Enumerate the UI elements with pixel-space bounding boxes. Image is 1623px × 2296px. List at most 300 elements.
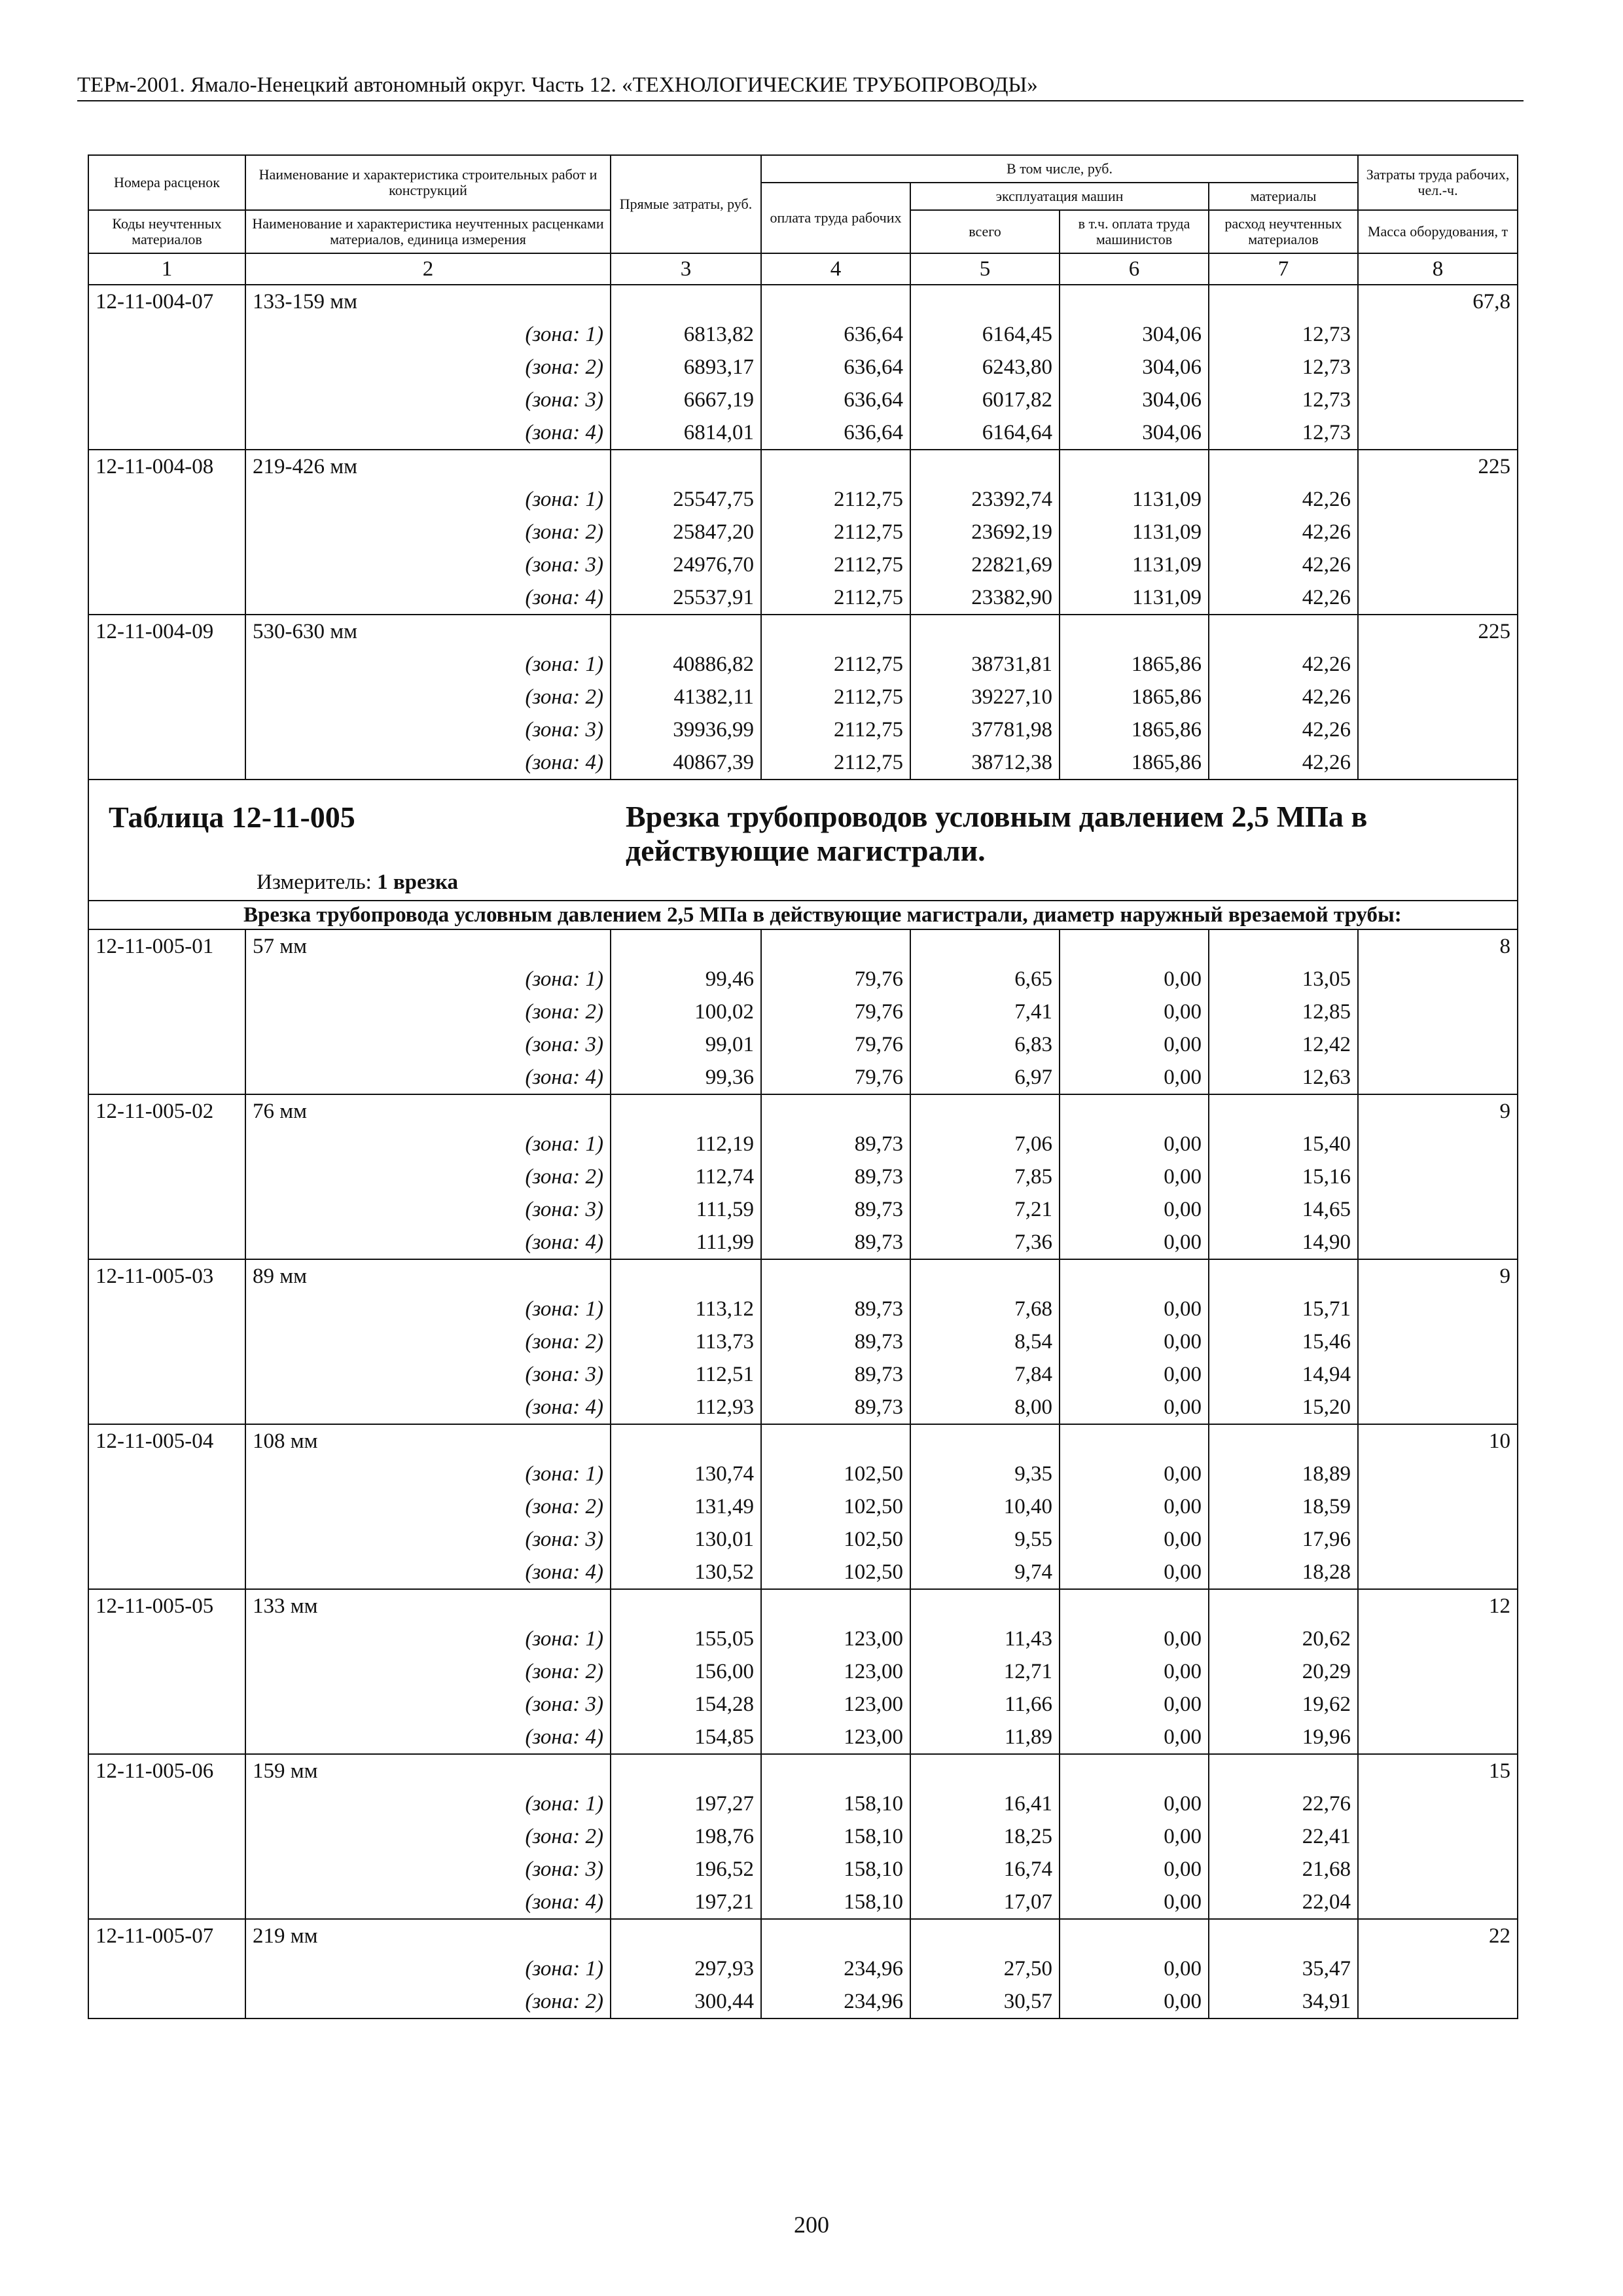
zone-row xyxy=(88,1985,1518,2018)
empty-cell xyxy=(1358,1128,1518,1160)
zone-label: (зона: 2) xyxy=(245,1490,611,1523)
materials-cost: 14,65 xyxy=(1209,1193,1358,1226)
section-meter xyxy=(102,870,1504,895)
empty-cell xyxy=(761,1094,910,1128)
empty-cell xyxy=(1209,1094,1358,1128)
worker-pay: 2112,75 xyxy=(761,581,910,615)
empty-cell xyxy=(1358,384,1518,416)
machines-total: 7,68 xyxy=(910,1293,1060,1325)
worker-pay: 79,76 xyxy=(761,996,910,1028)
machines-total: 22821,69 xyxy=(910,548,1060,581)
empty-cell xyxy=(611,1919,761,1952)
worker-pay: 123,00 xyxy=(761,1655,910,1688)
worker-pay: 158,10 xyxy=(761,1853,910,1886)
machines-total: 7,21 xyxy=(910,1193,1060,1226)
rate-code: 12-11-004-07 xyxy=(88,285,245,318)
materials-cost: 42,26 xyxy=(1209,713,1358,746)
direct-cost: 6814,01 xyxy=(611,416,761,450)
empty-cell xyxy=(88,1325,245,1358)
empty-cell xyxy=(1358,1787,1518,1820)
empty-cell xyxy=(88,416,245,450)
empty-cell xyxy=(88,1193,245,1226)
col-name2-header: Наименование и характеристика неучтенных расценками материалов, единица измерения xyxy=(245,210,611,253)
zone-label: (зона: 3) xyxy=(245,1193,611,1226)
machines-total: 30,57 xyxy=(910,1985,1060,2018)
labor-value: 9 xyxy=(1358,1259,1518,1293)
materials-cost: 42,26 xyxy=(1209,516,1358,548)
machines-total: 6164,64 xyxy=(910,416,1060,450)
worker-pay: 123,00 xyxy=(761,1721,910,1754)
empty-cell xyxy=(1060,929,1209,963)
materials-cost: 42,26 xyxy=(1209,681,1358,713)
section-header xyxy=(88,780,1518,901)
empty-cell xyxy=(1358,963,1518,996)
rate-code: 12-11-005-06 xyxy=(88,1754,245,1787)
materials-cost: 15,46 xyxy=(1209,1325,1358,1358)
empty-cell xyxy=(1358,483,1518,516)
worker-pay: 2112,75 xyxy=(761,713,910,746)
empty-cell xyxy=(1358,351,1518,384)
machines-total: 23392,74 xyxy=(910,483,1060,516)
machines-total: 6,83 xyxy=(910,1028,1060,1061)
materials-cost: 14,90 xyxy=(1209,1226,1358,1259)
machines-total: 27,50 xyxy=(910,1952,1060,1985)
zone-row xyxy=(88,1160,1518,1193)
empty-cell xyxy=(88,318,245,351)
zone-row xyxy=(88,1886,1518,1919)
machinist-pay: 0,00 xyxy=(1060,1556,1209,1589)
zone-label: (зона: 1) xyxy=(245,1787,611,1820)
empty-cell xyxy=(761,929,910,963)
machinist-pay: 0,00 xyxy=(1060,1787,1209,1820)
labor-value: 15 xyxy=(1358,1754,1518,1787)
zone-row xyxy=(88,1952,1518,1985)
worker-pay: 89,73 xyxy=(761,1391,910,1424)
empty-cell xyxy=(1358,1293,1518,1325)
empty-cell xyxy=(910,1094,1060,1128)
machines-total: 38731,81 xyxy=(910,648,1060,681)
empty-cell xyxy=(611,929,761,963)
col-labor-header: Затраты труда рабочих, чел.-ч. xyxy=(1358,155,1518,210)
zone-label: (зона: 3) xyxy=(245,384,611,416)
empty-cell xyxy=(1060,450,1209,483)
worker-pay: 2112,75 xyxy=(761,483,910,516)
direct-cost: 130,74 xyxy=(611,1458,761,1490)
empty-cell xyxy=(88,1358,245,1391)
page-number: 200 xyxy=(794,2212,829,2238)
zone-label: (зона: 2) xyxy=(245,516,611,548)
empty-cell xyxy=(88,1160,245,1193)
machinist-pay: 0,00 xyxy=(1060,1523,1209,1556)
machinist-pay: 0,00 xyxy=(1060,1391,1209,1424)
empty-cell xyxy=(88,1623,245,1655)
empty-cell xyxy=(910,929,1060,963)
rate-name: 133-159 мм xyxy=(245,285,611,318)
rate-row xyxy=(88,1589,1518,1623)
empty-cell xyxy=(611,1424,761,1458)
empty-cell xyxy=(88,581,245,615)
materials-cost: 22,76 xyxy=(1209,1787,1358,1820)
machines-total: 6,97 xyxy=(910,1061,1060,1094)
zone-label: (зона: 1) xyxy=(245,1293,611,1325)
empty-cell xyxy=(1209,1424,1358,1458)
empty-cell xyxy=(1358,581,1518,615)
materials-cost: 18,28 xyxy=(1209,1556,1358,1589)
zone-row xyxy=(88,1293,1518,1325)
machinist-pay: 0,00 xyxy=(1060,1226,1209,1259)
rate-name: 159 мм xyxy=(245,1754,611,1787)
machinist-pay: 0,00 xyxy=(1060,1293,1209,1325)
zone-label: (зона: 1) xyxy=(245,483,611,516)
machines-total: 7,41 xyxy=(910,996,1060,1028)
zone-label: (зона: 2) xyxy=(245,1985,611,2018)
meter-value: 1 врезка xyxy=(377,870,458,894)
empty-cell xyxy=(910,1754,1060,1787)
machinist-pay: 1865,86 xyxy=(1060,648,1209,681)
col-machines-header: эксплуатация машин xyxy=(910,183,1209,210)
machinist-pay: 0,00 xyxy=(1060,1655,1209,1688)
labor-value: 12 xyxy=(1358,1589,1518,1623)
zone-label: (зона: 4) xyxy=(245,1721,611,1754)
machines-total: 12,71 xyxy=(910,1655,1060,1688)
empty-cell xyxy=(1358,1853,1518,1886)
zone-row xyxy=(88,483,1518,516)
col-unaccounted-header: расход неучтенных материалов xyxy=(1209,210,1358,253)
zone-row xyxy=(88,1028,1518,1061)
direct-cost: 100,02 xyxy=(611,996,761,1028)
rate-name: 219-426 мм xyxy=(245,450,611,483)
empty-cell xyxy=(88,1061,245,1094)
col-direct-header: Прямые затраты, руб. xyxy=(611,155,761,253)
rate-code: 12-11-005-03 xyxy=(88,1259,245,1293)
machinist-pay: 0,00 xyxy=(1060,1128,1209,1160)
empty-cell xyxy=(1060,615,1209,648)
empty-cell xyxy=(1358,1623,1518,1655)
rate-row xyxy=(88,615,1518,648)
zone-label: (зона: 1) xyxy=(245,1623,611,1655)
machinist-pay: 1865,86 xyxy=(1060,713,1209,746)
empty-cell xyxy=(910,450,1060,483)
empty-cell xyxy=(761,1589,910,1623)
empty-cell xyxy=(1358,1226,1518,1259)
empty-cell xyxy=(88,1787,245,1820)
rate-row xyxy=(88,1424,1518,1458)
zone-row xyxy=(88,384,1518,416)
empty-cell xyxy=(1358,1490,1518,1523)
worker-pay: 102,50 xyxy=(761,1556,910,1589)
empty-cell xyxy=(1358,1655,1518,1688)
zone-label: (зона: 4) xyxy=(245,746,611,780)
machinist-pay: 1865,86 xyxy=(1060,746,1209,780)
empty-cell xyxy=(1358,1688,1518,1721)
worker-pay: 102,50 xyxy=(761,1490,910,1523)
direct-cost: 300,44 xyxy=(611,1985,761,2018)
direct-cost: 39936,99 xyxy=(611,713,761,746)
machinist-pay: 0,00 xyxy=(1060,1061,1209,1094)
col-total-header: всего xyxy=(910,210,1060,253)
empty-cell xyxy=(761,450,910,483)
rate-code: 12-11-005-05 xyxy=(88,1589,245,1623)
empty-cell xyxy=(1358,1952,1518,1985)
col-materials-header: материалы xyxy=(1209,183,1358,210)
worker-pay: 158,10 xyxy=(761,1820,910,1853)
worker-pay: 158,10 xyxy=(761,1787,910,1820)
materials-cost: 18,59 xyxy=(1209,1490,1358,1523)
zone-label: (зона: 4) xyxy=(245,1556,611,1589)
direct-cost: 99,36 xyxy=(611,1061,761,1094)
materials-cost: 22,41 xyxy=(1209,1820,1358,1853)
rate-row xyxy=(88,929,1518,963)
zone-label: (зона: 4) xyxy=(245,1391,611,1424)
empty-cell xyxy=(88,548,245,581)
zone-label: (зона: 2) xyxy=(245,681,611,713)
zone-row xyxy=(88,996,1518,1028)
machinist-pay: 0,00 xyxy=(1060,1853,1209,1886)
empty-cell xyxy=(761,285,910,318)
materials-cost: 12,73 xyxy=(1209,318,1358,351)
empty-cell xyxy=(88,1523,245,1556)
empty-cell xyxy=(1209,929,1358,963)
rate-row xyxy=(88,285,1518,318)
machines-total: 17,07 xyxy=(910,1886,1060,1919)
empty-cell xyxy=(611,1754,761,1787)
rate-name: 108 мм xyxy=(245,1424,611,1458)
zone-row xyxy=(88,516,1518,548)
machines-total: 16,41 xyxy=(910,1787,1060,1820)
machines-total: 11,89 xyxy=(910,1721,1060,1754)
direct-cost: 196,52 xyxy=(611,1853,761,1886)
direct-cost: 131,49 xyxy=(611,1490,761,1523)
empty-cell xyxy=(88,1853,245,1886)
empty-cell xyxy=(1209,1754,1358,1787)
direct-cost: 24976,70 xyxy=(611,548,761,581)
zone-label: (зона: 3) xyxy=(245,1358,611,1391)
empty-cell xyxy=(88,1226,245,1259)
empty-cell xyxy=(910,1424,1060,1458)
materials-cost: 19,62 xyxy=(1209,1688,1358,1721)
empty-cell xyxy=(761,1259,910,1293)
machines-total: 7,06 xyxy=(910,1128,1060,1160)
zone-row xyxy=(88,963,1518,996)
machinist-pay: 1131,09 xyxy=(1060,581,1209,615)
machines-total: 9,55 xyxy=(910,1523,1060,1556)
machines-total: 11,66 xyxy=(910,1688,1060,1721)
zone-row xyxy=(88,1325,1518,1358)
empty-cell xyxy=(88,713,245,746)
machines-total: 37781,98 xyxy=(910,713,1060,746)
machines-total: 6,65 xyxy=(910,963,1060,996)
materials-cost: 42,26 xyxy=(1209,483,1358,516)
machinist-pay: 0,00 xyxy=(1060,1688,1209,1721)
materials-cost: 13,05 xyxy=(1209,963,1358,996)
machinist-pay: 1131,09 xyxy=(1060,483,1209,516)
zone-row xyxy=(88,1688,1518,1721)
rate-row xyxy=(88,1259,1518,1293)
zone-row xyxy=(88,713,1518,746)
zone-row xyxy=(88,1193,1518,1226)
worker-pay: 89,73 xyxy=(761,1128,910,1160)
empty-cell xyxy=(761,1754,910,1787)
machines-total: 38712,38 xyxy=(910,746,1060,780)
labor-value: 225 xyxy=(1358,615,1518,648)
materials-cost: 15,20 xyxy=(1209,1391,1358,1424)
materials-cost: 21,68 xyxy=(1209,1853,1358,1886)
col-incl-header: В том числе, руб. xyxy=(761,155,1358,183)
zone-label: (зона: 1) xyxy=(245,1952,611,1985)
empty-cell xyxy=(88,1458,245,1490)
rate-row xyxy=(88,450,1518,483)
empty-cell xyxy=(1358,1820,1518,1853)
zone-label: (зона: 2) xyxy=(245,1820,611,1853)
header-row-1 xyxy=(88,155,1518,183)
zone-row xyxy=(88,1556,1518,1589)
worker-pay: 89,73 xyxy=(761,1293,910,1325)
worker-pay: 2112,75 xyxy=(761,648,910,681)
table-body xyxy=(88,155,1518,2018)
empty-cell xyxy=(1060,1259,1209,1293)
materials-cost: 42,26 xyxy=(1209,746,1358,780)
worker-pay: 158,10 xyxy=(761,1886,910,1919)
zone-label: (зона: 3) xyxy=(245,1028,611,1061)
col-number: 4 xyxy=(761,253,910,285)
empty-cell xyxy=(1358,1556,1518,1589)
zone-label: (зона: 3) xyxy=(245,1853,611,1886)
empty-cell xyxy=(88,1556,245,1589)
direct-cost: 154,85 xyxy=(611,1721,761,1754)
zone-label: (зона: 4) xyxy=(245,1886,611,1919)
machines-total: 39227,10 xyxy=(910,681,1060,713)
machines-total: 23382,90 xyxy=(910,581,1060,615)
col-number: 8 xyxy=(1358,253,1518,285)
zone-label: (зона: 2) xyxy=(245,996,611,1028)
section-intro-row xyxy=(88,901,1518,929)
direct-cost: 25537,91 xyxy=(611,581,761,615)
materials-cost: 34,91 xyxy=(1209,1985,1358,2018)
rate-name: 530-630 мм xyxy=(245,615,611,648)
empty-cell xyxy=(1358,1523,1518,1556)
empty-cell xyxy=(1358,1325,1518,1358)
machinist-pay: 0,00 xyxy=(1060,1028,1209,1061)
rates-table xyxy=(88,154,1518,2019)
zone-label: (зона: 1) xyxy=(245,963,611,996)
machines-total: 6243,80 xyxy=(910,351,1060,384)
empty-cell xyxy=(88,1688,245,1721)
worker-pay: 636,64 xyxy=(761,351,910,384)
zone-label: (зона: 1) xyxy=(245,318,611,351)
empty-cell xyxy=(910,615,1060,648)
materials-cost: 42,26 xyxy=(1209,548,1358,581)
machinist-pay: 1865,86 xyxy=(1060,681,1209,713)
machinist-pay: 0,00 xyxy=(1060,1985,1209,2018)
empty-cell xyxy=(1358,1458,1518,1490)
worker-pay: 102,50 xyxy=(761,1458,910,1490)
empty-cell xyxy=(88,1820,245,1853)
zone-label: (зона: 4) xyxy=(245,416,611,450)
direct-cost: 112,93 xyxy=(611,1391,761,1424)
zone-row xyxy=(88,1358,1518,1391)
direct-cost: 113,73 xyxy=(611,1325,761,1358)
materials-cost: 19,96 xyxy=(1209,1721,1358,1754)
rate-code: 12-11-004-08 xyxy=(88,450,245,483)
col-number: 2 xyxy=(245,253,611,285)
worker-pay: 79,76 xyxy=(761,1061,910,1094)
empty-cell xyxy=(88,1293,245,1325)
zone-row xyxy=(88,1061,1518,1094)
machines-total: 9,74 xyxy=(910,1556,1060,1589)
direct-cost: 156,00 xyxy=(611,1655,761,1688)
empty-cell xyxy=(611,450,761,483)
col-name-header: Наименование и характеристика строительных работ и конструкций xyxy=(245,155,611,210)
rate-code: 12-11-005-01 xyxy=(88,929,245,963)
direct-cost: 297,93 xyxy=(611,1952,761,1985)
machinist-pay: 0,00 xyxy=(1060,1886,1209,1919)
materials-cost: 18,89 xyxy=(1209,1458,1358,1490)
zone-label: (зона: 4) xyxy=(245,1226,611,1259)
machinist-pay: 304,06 xyxy=(1060,384,1209,416)
empty-cell xyxy=(1358,681,1518,713)
empty-cell xyxy=(88,384,245,416)
machinist-pay: 304,06 xyxy=(1060,318,1209,351)
materials-cost: 20,29 xyxy=(1209,1655,1358,1688)
materials-cost: 12,42 xyxy=(1209,1028,1358,1061)
empty-cell xyxy=(1358,996,1518,1028)
materials-cost: 14,94 xyxy=(1209,1358,1358,1391)
worker-pay: 123,00 xyxy=(761,1623,910,1655)
empty-cell xyxy=(761,1919,910,1952)
zone-label: (зона: 4) xyxy=(245,1061,611,1094)
machines-total: 16,74 xyxy=(910,1853,1060,1886)
machines-total: 7,84 xyxy=(910,1358,1060,1391)
empty-cell xyxy=(88,516,245,548)
materials-cost: 22,04 xyxy=(1209,1886,1358,1919)
materials-cost: 15,40 xyxy=(1209,1128,1358,1160)
section-id: Таблица 12-11-005 xyxy=(109,800,355,834)
labor-value: 22 xyxy=(1358,1919,1518,1952)
empty-cell xyxy=(611,1094,761,1128)
empty-cell xyxy=(1358,746,1518,780)
empty-cell xyxy=(1358,1886,1518,1919)
materials-cost: 15,16 xyxy=(1209,1160,1358,1193)
zone-row xyxy=(88,548,1518,581)
machines-total: 18,25 xyxy=(910,1820,1060,1853)
empty-cell xyxy=(88,1985,245,2018)
worker-pay: 89,73 xyxy=(761,1325,910,1358)
rate-name: 57 мм xyxy=(245,929,611,963)
direct-cost: 111,99 xyxy=(611,1226,761,1259)
direct-cost: 130,52 xyxy=(611,1556,761,1589)
direct-cost: 111,59 xyxy=(611,1193,761,1226)
direct-cost: 6813,82 xyxy=(611,318,761,351)
empty-cell xyxy=(88,746,245,780)
materials-cost: 12,63 xyxy=(1209,1061,1358,1094)
worker-pay: 79,76 xyxy=(761,1028,910,1061)
labor-value: 8 xyxy=(1358,929,1518,963)
materials-cost: 12,73 xyxy=(1209,351,1358,384)
worker-pay: 2112,75 xyxy=(761,681,910,713)
empty-cell xyxy=(1209,285,1358,318)
worker-pay: 636,64 xyxy=(761,318,910,351)
worker-pay: 89,73 xyxy=(761,1358,910,1391)
empty-cell xyxy=(611,615,761,648)
empty-cell xyxy=(1358,1391,1518,1424)
meter-label: Измеритель: xyxy=(257,870,372,894)
empty-cell xyxy=(1358,516,1518,548)
machines-total: 8,54 xyxy=(910,1325,1060,1358)
empty-cell xyxy=(88,1028,245,1061)
empty-cell xyxy=(88,963,245,996)
worker-pay: 102,50 xyxy=(761,1523,910,1556)
machines-total: 7,36 xyxy=(910,1226,1060,1259)
